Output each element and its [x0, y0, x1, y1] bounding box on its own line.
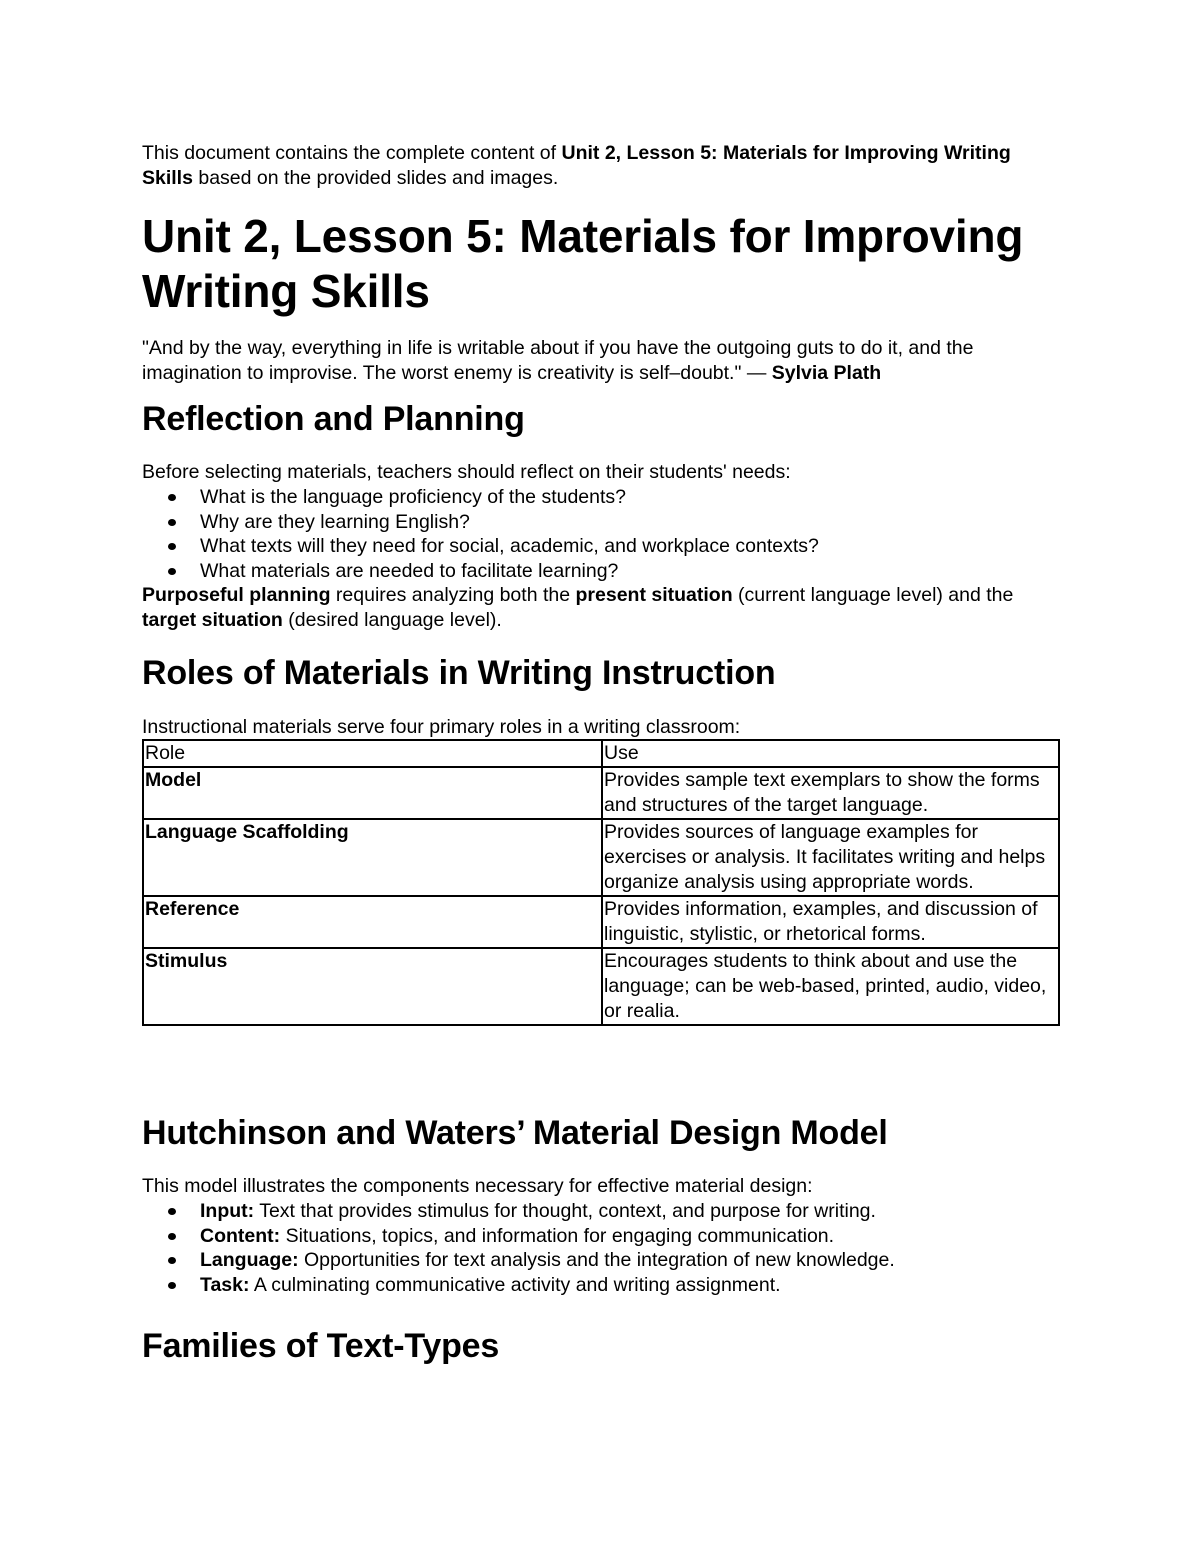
hutchinson-intro: This model illustrates the components necessary for effective material design:	[142, 1175, 813, 1197]
families-heading: Families of Text-Types	[142, 1327, 500, 1365]
quote-paragraph	[142, 336, 1060, 386]
table-cell-use: Provides sources of language examples for exercises or analysis. It facilitates writing and helps organize analysis using appropriate words.	[602, 819, 1059, 896]
list-item-label: Language:	[200, 1249, 299, 1271]
bullet-icon	[168, 1233, 176, 1240]
table-row	[143, 948, 1059, 1025]
bullet-icon	[168, 1282, 176, 1289]
table-cell-use: Encourages students to think about and use the language; can be web-based, printed, audio, video, or realia.	[602, 948, 1059, 1025]
table-cell-role	[143, 896, 602, 948]
bullet-icon	[168, 568, 176, 575]
list-item	[142, 1224, 1060, 1249]
reflection-intro: Before selecting materials, teachers should reflect on their students' needs:	[142, 461, 791, 483]
roles-intro: Instructional materials serve four primary roles in a writing classroom:	[142, 716, 741, 738]
list-item-text: What is the language proficiency of the students?	[200, 486, 627, 508]
planning-text-3: (desired language level).	[282, 609, 502, 631]
roles-table	[142, 739, 1060, 1026]
list-item	[142, 485, 1060, 510]
table-cell-use: Provides sample text exemplars to show the forms and structures of the target language.	[602, 767, 1059, 819]
quote-text: "And by the way, everything in life is writable about if you have the outgoing guts to do it, and the imagination to improvise. The worst enemy is creativity is self–doubt." —	[142, 337, 974, 384]
table-cell-role	[143, 819, 602, 896]
list-item-text: Situations, topics, and information for engaging communication.	[280, 1224, 835, 1247]
intro-paragraph	[142, 141, 1060, 191]
list-item	[142, 1273, 1060, 1298]
intro-suffix: based on the provided slides and images.	[192, 167, 559, 189]
table-header-row	[143, 740, 1059, 767]
bullet-icon	[168, 543, 176, 550]
reflection-heading: Reflection and Planning	[142, 400, 525, 438]
reflection-list	[142, 485, 1060, 583]
table-row	[143, 896, 1059, 948]
hutchinson-heading: Hutchinson and Waters’ Material Design Model	[142, 1114, 888, 1152]
list-item-text: Text that provides stimulus for thought, context, and purpose for writing.	[254, 1200, 876, 1222]
table-cell-role	[143, 948, 602, 1025]
list-item-text: Why are they learning English?	[200, 510, 470, 533]
table-header-role: Role	[143, 740, 602, 767]
planning-text-1: requires analyzing both the	[330, 584, 576, 606]
list-item-text: Opportunities for text analysis and the integration of new knowledge.	[298, 1249, 895, 1271]
quote-author: Sylvia Plath	[771, 362, 882, 384]
document-page	[142, 141, 1060, 1367]
table-row	[143, 819, 1059, 896]
list-item	[142, 1248, 1060, 1273]
bullet-icon	[168, 519, 176, 526]
list-item	[142, 1199, 1060, 1224]
table-cell-use: Provides information, examples, and discussion of linguistic, stylistic, or rhetorical forms.	[602, 896, 1059, 948]
planning-paragraph	[142, 583, 1060, 633]
role-name: Stimulus	[145, 950, 228, 972]
role-name: Reference	[145, 898, 240, 920]
list-item-label: Content:	[200, 1224, 281, 1247]
intro-bold-title: Unit 2, Lesson 5: Materials for Improving Writing Skills	[142, 142, 1011, 189]
page-title: Unit 2, Lesson 5: Materials for Improving Writing Skills	[142, 210, 1024, 317]
bullet-icon	[168, 1257, 176, 1264]
role-name: Language Scaffolding	[145, 821, 349, 843]
bullet-icon	[168, 1208, 176, 1215]
planning-bold-2: present situation	[575, 584, 733, 606]
list-item-text: What materials are needed to facilitate learning?	[200, 559, 619, 582]
bullet-icon	[168, 494, 176, 501]
table-cell-role	[143, 767, 602, 819]
list-item	[142, 510, 1060, 535]
list-item-text: What texts will they need for social, academic, and workplace contexts?	[200, 535, 819, 557]
planning-bold-1: Purposeful planning	[142, 584, 331, 606]
role-name: Model	[145, 769, 202, 791]
list-item	[142, 534, 1060, 559]
table-header-use: Use	[602, 740, 1059, 767]
planning-text-2: (current language level) and the	[732, 584, 1014, 606]
planning-bold-3: target situation	[142, 609, 283, 631]
table-row	[143, 767, 1059, 819]
intro-prefix: This document contains the complete content of	[142, 142, 562, 164]
list-item-text: A culminating communicative activity and writing assignment.	[249, 1273, 781, 1296]
hutchinson-list	[142, 1199, 1060, 1297]
roles-heading: Roles of Materials in Writing Instruction	[142, 654, 776, 692]
list-item-label: Input:	[200, 1200, 255, 1222]
list-item	[142, 559, 1060, 584]
list-item-label: Task:	[200, 1273, 250, 1296]
